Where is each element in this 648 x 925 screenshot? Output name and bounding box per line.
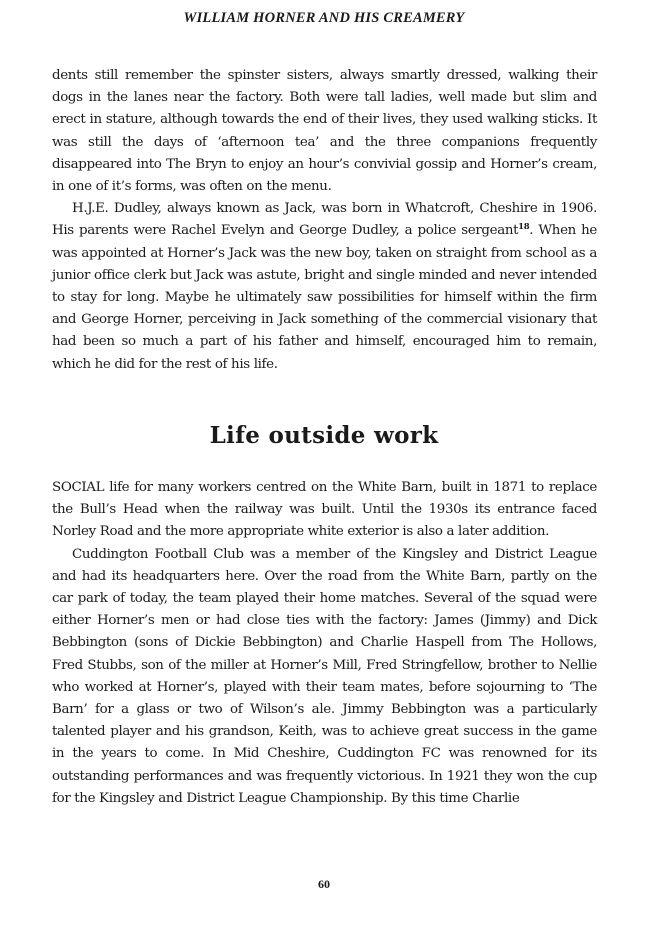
paragraph-jack-dudley xyxy=(52,198,597,376)
body-text-bottom xyxy=(52,477,597,810)
paragraph-jack-dudley-part-2: . When he was appointed at Horner’s Jack was the new boy, taken on straight from school as a junior office clerk but Jack was astute, bright and single minded and never intended to stay for long. Maybe he ultimately saw possibilities for himself within the firm and George Horner, perceiving in Jack something of the commercial visionary that had been so much a part of his father and himself, encouraged him to remain, which he did for the rest of his life. xyxy=(52,223,597,372)
paragraph-jack-dudley-part-1: H.J.E. Dudley, always known as Jack, was born in Whatcroft, Cheshire in 1906. His parents were Rachel Evelyn and George Dudley, a police sergeant xyxy=(52,201,597,239)
footnote-marker[interactable]: 18 xyxy=(518,222,530,233)
page-number: 60 xyxy=(318,877,330,891)
running-head-title: WILLIAM HORNER AND HIS CREAMERY xyxy=(183,10,465,26)
paragraph-football-club: Cuddington Football Club was a member of the Kingsley and District League and had its headquarters here. Over the road from the White Barn, partly on the car park of today, the team played their home matches. Several of the squad were either Horner’s men or had close ties with the factory: James (Jimmy) and Dick Bebbington (sons of Dickie Bebbington) and Charlie Haspell from The Hollows, Fred Stubbs, son of the miller at Horner’s Mill, Fred Stringfellow, brother to Nellie who worked at Horner’s, played with their team mates, before sojourning to ‘The Barn’ for a glass or two of Wilson’s ale. Jimmy Bebbington was a particularly talented player and his grandson, Keith, was to achieve great success in the game in the years to come. In Mid Cheshire, Cuddington FC was renowned for its outstanding performances and was frequently victorious. In 1921 they won the cup for the Kingsley and District League Championship. By this time Charlie xyxy=(52,546,597,806)
paragraph-social-life: SOCIAL life for many workers centred on the White Barn, built in 1871 to replace the Bull’s Head when the railway was built. Until the 1930s its entrance faced Norley Road and the more appropriate white exterior is also a later addition. xyxy=(52,480,597,540)
body-text-top xyxy=(52,65,597,376)
paragraph-spinster-sisters: dents still remember the spinster sisters, always smartly dressed, walking their dogs in the lanes near the factory. Both were tall ladies, well made but slim and erect in stature, although towards the end of their lives, they used walking sticks. It was still the days of ‘afternoon tea’ and the three companions frequently disappeared into The Bryn to enjoy an hour’s convivial gossip and Horner’s cream, in one of it’s forms, was often on the menu. xyxy=(52,68,597,195)
section-heading: Life outside work xyxy=(209,422,439,449)
